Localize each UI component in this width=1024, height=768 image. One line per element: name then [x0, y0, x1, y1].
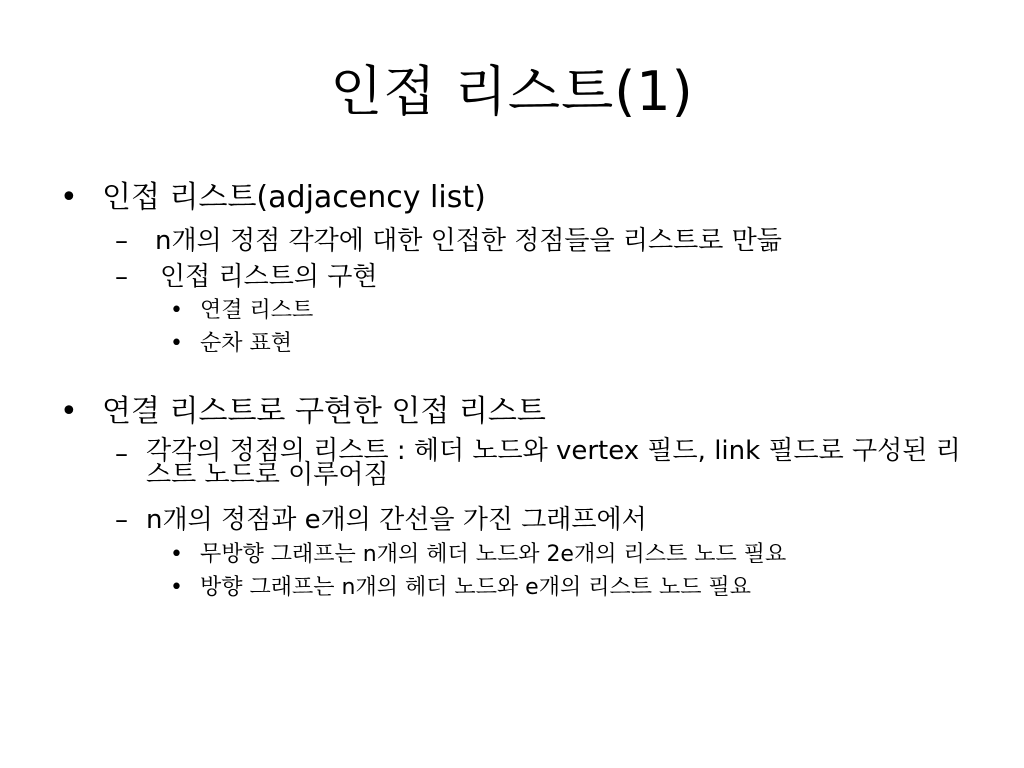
dash-marker: – — [115, 226, 128, 256]
sub-sub-bullet-linked-list: 연결 리스트 — [200, 298, 314, 323]
sub-bullet-graph-nodes-edges: n개의 정점과 e개의 간선을 가진 그래프에서 — [146, 505, 647, 535]
slide-title: 인접 리스트(1) — [330, 60, 694, 123]
bullet-marker: • — [60, 394, 78, 429]
dash-marker: – — [115, 439, 128, 469]
sub-sub-bullet-sequential: 순차 표현 — [200, 331, 293, 356]
bullet-linked-implementation: 연결 리스트로 구현한 인접 리스트 — [102, 394, 546, 429]
sub-sub-marker: • — [170, 575, 183, 600]
sub-bullet-implementation: 인접 리스트의 구현 — [160, 262, 378, 292]
dash-marker: – — [115, 262, 128, 292]
bullet-adjacency-list: 인접 리스트(adjacency list) — [102, 180, 486, 215]
dash-marker: – — [115, 505, 128, 535]
sub-sub-marker: • — [170, 331, 183, 356]
sub-sub-bullet-undirected: 무방향 그래프는 n개의 헤더 노드와 2e개의 리스트 노드 필요 — [200, 542, 787, 567]
sub-bullet-definition: n개의 정점 각각에 대한 인접한 정점들을 리스트로 만듦 — [155, 226, 782, 256]
bullet-marker: • — [60, 180, 78, 215]
sub-sub-bullet-directed: 방향 그래프는 n개의 헤더 노드와 e개의 리스트 노드 필요 — [200, 575, 751, 600]
sub-bullet-vertex-list: 각각의 정점의 리스트 : 헤더 노드와 vertex 필드, link 필드로 구성된 리스트 노드로 이루어짐 — [146, 436, 961, 490]
sub-sub-marker: • — [170, 542, 183, 567]
sub-sub-marker: • — [170, 298, 183, 323]
